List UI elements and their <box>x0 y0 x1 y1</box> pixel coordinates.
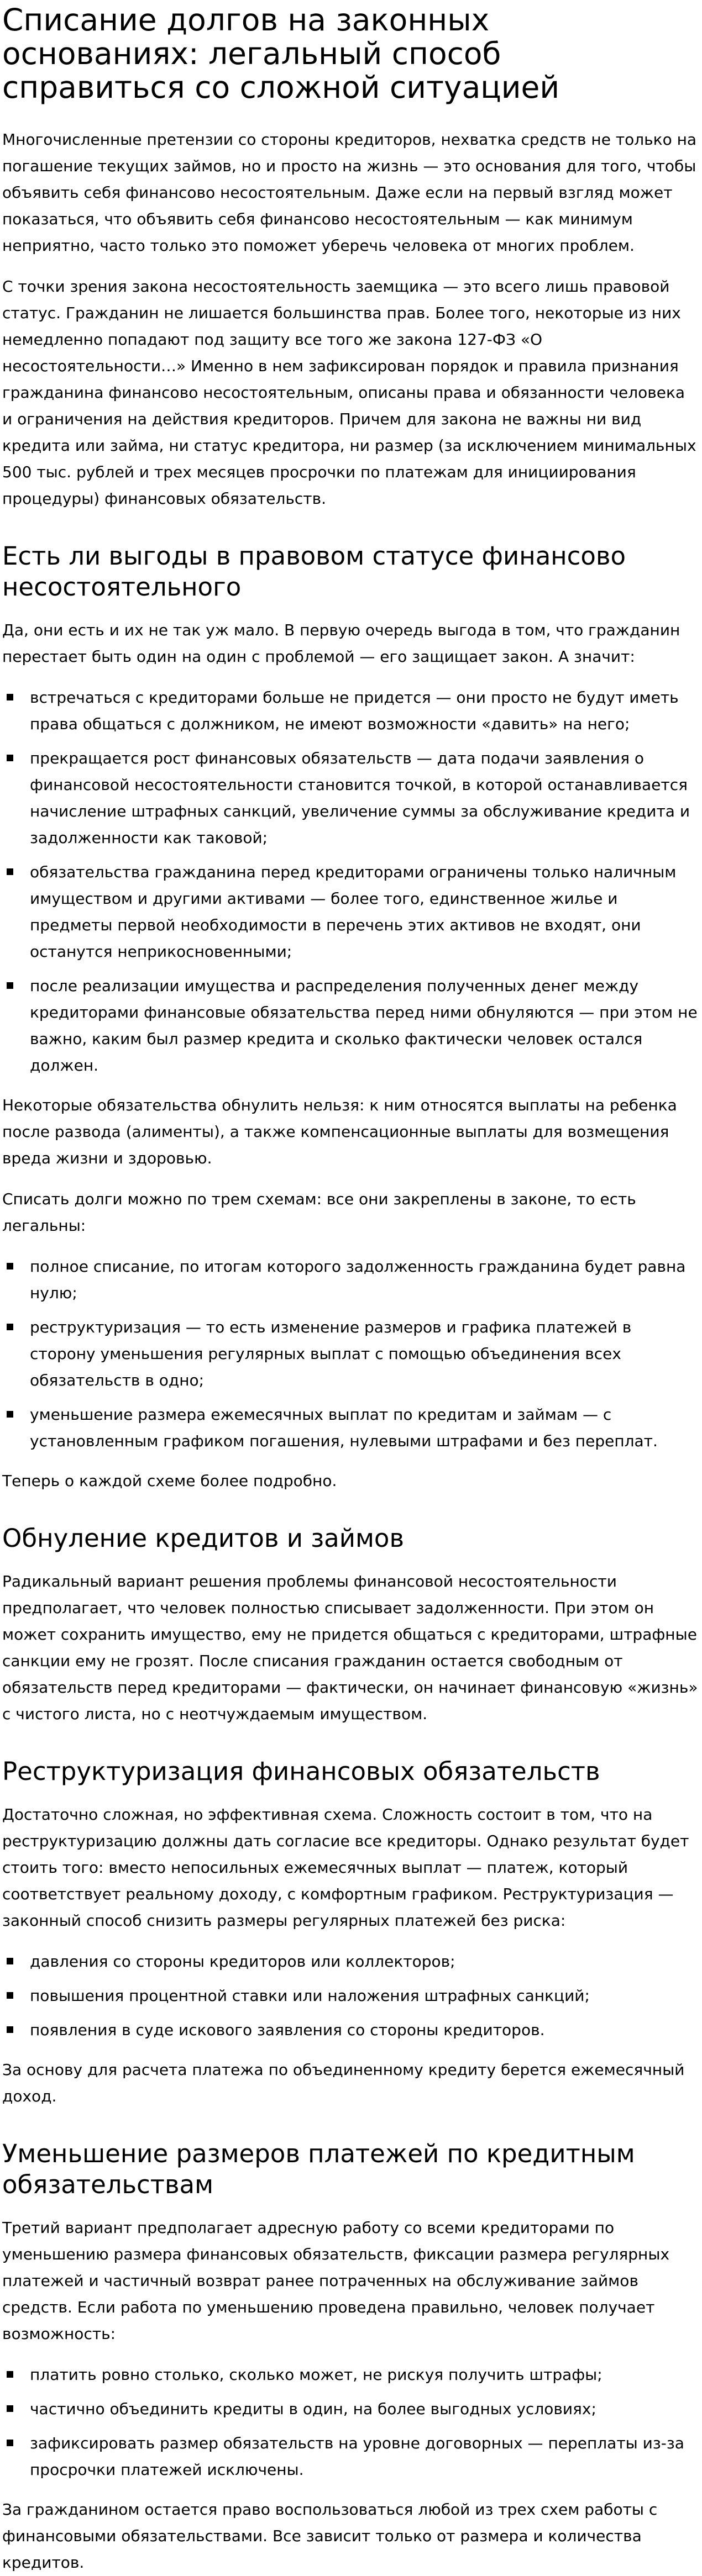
zeroing-paragraph: Радикальный вариант решения проблемы финансовой несостоятельности предполагает, что человек полностью списывает задолженности. При этом он может сохранить имущество, ему не придется общаться с кредиторами, штрафные санкции ему не грозят. После списания гражданин остается свободным от обязательств перед кредиторами — фактически, он начинает финансовую «жизнь» с чистого листа, но с неотчуждаемым имуществом. <box>2 1572 698 1723</box>
section-heading-benefits: Есть ли выгоды в правовом статусе финансово несостоятельного <box>2 541 626 602</box>
list-item: частично объединить кредиты в один, на более выгодных условиях; <box>30 2396 700 2422</box>
section-heading-zeroing: Обнуление кредитов и займов <box>2 1524 404 1553</box>
list-item: полное списание, по итогам которого задолженность гражданина будет равна нулю; <box>30 1253 700 1307</box>
intro-paragraph-1: Многочисленные претензии со стороны кредиторов, нехватка средств не только на погашение текущих займов, но и просто на жизнь — это основания для того, чтобы объявить себя финансово несостоятельным. Даже если на первый взгляд может показаться, что объявить себя финансово несостоятельным — как минимум неприятно, часто только это поможет уберечь человека от многих проблем. <box>2 130 697 255</box>
section-heading-reduction: Уменьшение размеров платежей по кредитным обязательствам <box>2 2139 635 2199</box>
list-item: платить ровно столько, сколько может, не рискуя получить штрафы; <box>30 2362 700 2388</box>
restructuring-lead-paragraph: Достаточно сложная, но эффективная схема. Сложность состоит в том, что на реструктуризацию должны дать согласие все кредиторы. Однако результат будет стоить того: вместо непосильных ежемесячных выплат — платеж, который соответствует реальному доходу, с комфортным графиком. Реструктуризация — законный способ снизить размеры регулярных платежей без риска: <box>2 1805 689 1930</box>
list-item: после реализации имущества и распределения полученных денег между кредиторами финансовые обязательства перед ними обнуляются — при этом не важно, каким был размер кредита и сколько фактически человек остался должен. <box>30 973 700 1079</box>
list-item: реструктуризация — то есть изменение размеров и графика платежей в сторону уменьшения регулярных выплат с помощью объединения всех обязательств в одно; <box>30 1314 700 1394</box>
reduction-options-list <box>2 2362 700 2483</box>
list-item: повышения процентной ставки или наложения штрафных санкций; <box>30 1983 700 2009</box>
list-item: встречаться с кредиторами больше не придется — они просто не будут иметь права общаться с должником, не имеют возможности «давить» на него; <box>30 684 700 737</box>
benefits-closing-paragraph: Теперь о каждой схеме более подробно. <box>2 1472 337 1490</box>
schemes-list <box>2 1253 700 1455</box>
intro-paragraph-2: С точки зрения закона несостоятельность заемщика — это всего лишь правовой статус. Гражданин не лишается большинства прав. Более того, некоторые из них немедленно попадают под защиту все того же закона 127-ФЗ «О несостоятельности…» Именно в нем зафиксирован порядок и правила признания гражданина финансово несостоятельным, описаны права и обязанности человека и ограничения на действия кредиторов. Причем для закона не важны ни вид кредита или займа, ни статус кредитора, ни размер (за исключением минимальных 500 тыс. рублей и трех месяцев просрочки по платежам для инициирования процедуры) финансовых обязательств. <box>2 277 696 508</box>
list-item: уменьшение размера ежемесячных выплат по кредитам и займам — с установленным графиком погашения, нулевыми штрафами и без переплат. <box>30 1402 700 1455</box>
list-item: прекращается рост финансовых обязательств — дата подачи заявления о финансовой несостоятельности становится точкой, в которой останавливается начисление штрафных санкций, увеличение суммы за обслуживание кредита и задолженности как таковой; <box>30 745 700 851</box>
reduction-lead-paragraph: Третий вариант предполагает адресную работу со всеми кредиторами по уменьшению размера финансовых обязательств, фиксации размера регулярных платежей и частичный возврат ранее потраченных на обслуживание займов средств. Если работа по уменьшению проведена правильно, человек получает возможность: <box>2 2219 670 2343</box>
schemes-paragraph: Списать долги можно по трем схемам: все они закреплены в законе, то есть легальны: <box>2 1190 636 1235</box>
exceptions-paragraph: Некоторые обязательства обнулить нельзя: к ним относятся выплаты на ребенка после развода (алименты), а также компенсационные выплаты для возмещения вреда жизни и здоровью. <box>2 1096 677 1167</box>
page-title: Списание долгов на законных основаниях: легальный способ справиться со сложной ситуацией <box>2 2 560 105</box>
final-paragraph: За гражданином остается право воспользоваться любой из трех схем работы с финансовыми обязательствами. Все зависит только от размера и количества кредитов. <box>2 2500 658 2572</box>
restructuring-risks-list <box>2 1948 700 2043</box>
section-heading-restructuring: Реструктуризация финансовых обязательств <box>2 1757 600 1786</box>
benefits-list <box>2 684 700 1079</box>
list-item: давления со стороны кредиторов или коллекторов; <box>30 1948 700 1975</box>
list-item: зафиксировать размер обязательств на уровне договорных — переплаты из-за просрочки платежей исключены. <box>30 2430 700 2483</box>
list-item: появления в суде искового заявления со стороны кредиторов. <box>30 2017 700 2043</box>
benefits-lead-paragraph: Да, они есть и их не так уж мало. В первую очередь выгода в том, что гражданин перестает быть один на один с проблемой — его защищает закон. А значит: <box>2 621 680 666</box>
article <box>2 3 700 2576</box>
list-item: обязательства гражданина перед кредиторами ограничены только наличным имуществом и другими активами — более того, единственное жилье и предметы первой необходимости в перечень этих активов не входят, они останутся неприкосновенными; <box>30 859 700 965</box>
restructuring-closing-paragraph: За основу для расчета платежа по объединенному кредиту берется ежемесячный доход. <box>2 2061 685 2105</box>
